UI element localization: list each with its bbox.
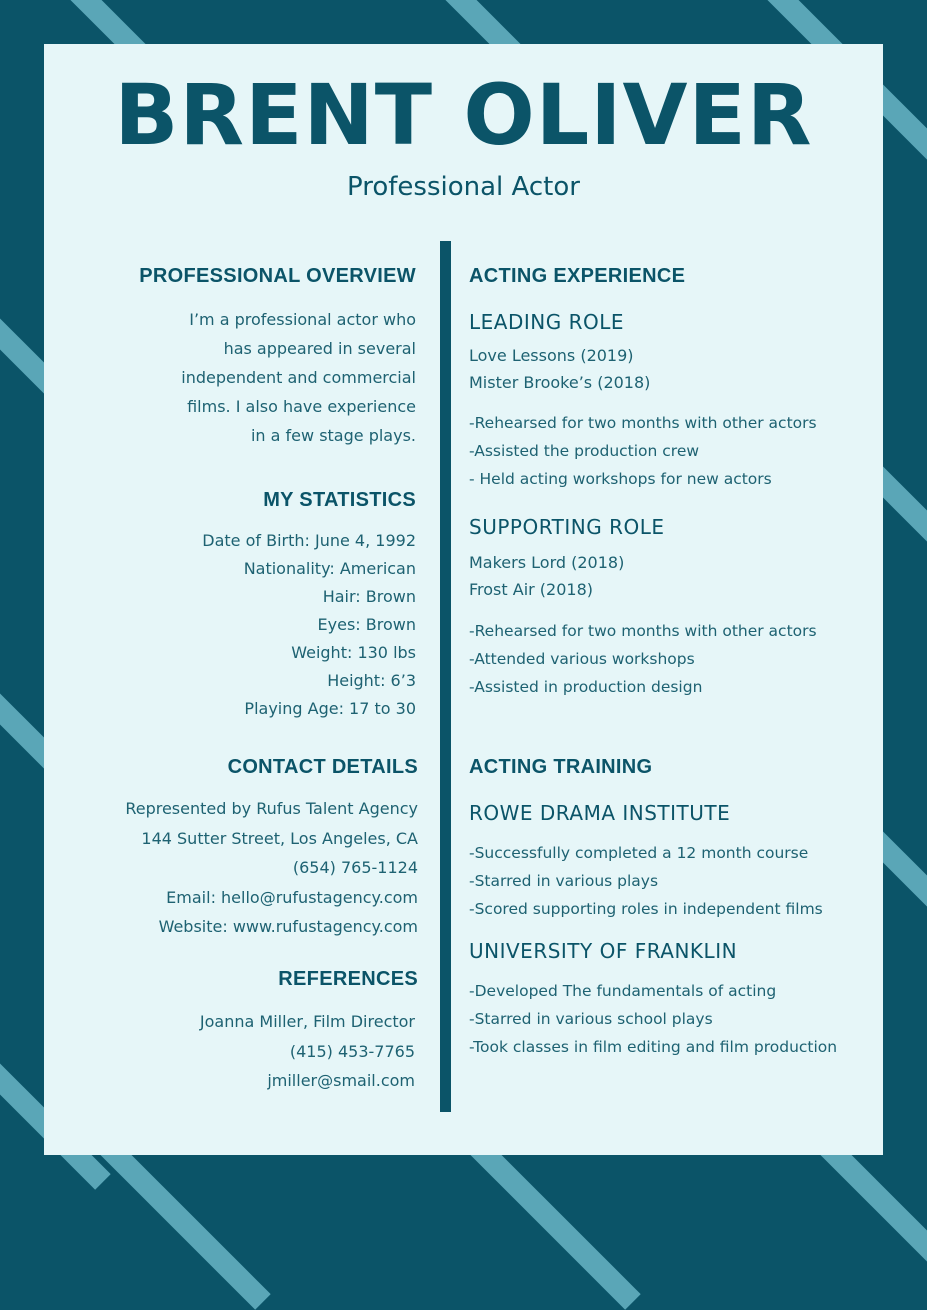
overview-line: has appeared in several bbox=[223, 339, 416, 358]
overview-line: in a few stage plays. bbox=[250, 426, 416, 445]
overview-line: I’m a professional actor who bbox=[189, 310, 416, 329]
rowe-title: ROWE DRAMA INSTITUTE bbox=[469, 801, 731, 825]
leading-film: Mister Brooke’s (2018) bbox=[469, 373, 651, 392]
leading-bullet: - Held acting workshops for new actors bbox=[469, 470, 772, 488]
column-divider bbox=[440, 241, 451, 1112]
references-section bbox=[78, 968, 418, 1096]
experience-section bbox=[469, 265, 874, 701]
statistics-item: Playing Age: 17 to 30 bbox=[244, 699, 416, 718]
statistics-section bbox=[84, 489, 416, 723]
supporting-bullet: -Attended various workshops bbox=[469, 650, 695, 668]
contact-website[interactable]: Website: www.rufustagency.com bbox=[158, 917, 418, 936]
experience-heading: ACTING EXPERIENCE bbox=[469, 265, 686, 287]
statistics-item: Weight: 130 lbs bbox=[291, 643, 416, 662]
resume-name: BRENT OLIVER bbox=[114, 66, 813, 164]
supporting-role-title: SUPPORTING ROLE bbox=[469, 515, 665, 539]
leading-bullet: -Rehearsed for two months with other actors bbox=[469, 414, 817, 432]
statistics-item: Height: 6’3 bbox=[327, 671, 416, 690]
training-section bbox=[469, 756, 874, 1061]
leading-bullet: -Assisted the production crew bbox=[469, 442, 700, 460]
reference-phone[interactable]: (415) 453-7765 bbox=[289, 1041, 415, 1061]
contact-agency: Represented by Rufus Talent Agency bbox=[125, 799, 418, 818]
rowe-bullet: -Scored supporting roles in independent films bbox=[469, 900, 823, 918]
rowe-bullet: -Starred in various plays bbox=[469, 872, 659, 890]
statistics-item: Nationality: American bbox=[243, 559, 416, 578]
statistics-item: Hair: Brown bbox=[322, 587, 416, 606]
reference-name: Joanna Miller, Film Director bbox=[199, 1012, 415, 1031]
contact-section bbox=[78, 756, 418, 942]
franklin-bullet: -Starred in various school plays bbox=[469, 1010, 713, 1028]
overview-line: independent and commercial bbox=[181, 368, 416, 387]
leading-role-title: LEADING ROLE bbox=[469, 310, 624, 334]
supporting-bullet: -Rehearsed for two months with other actors bbox=[469, 622, 817, 640]
franklin-bullet: -Developed The fundamentals of acting bbox=[469, 982, 777, 1000]
contact-phone[interactable]: (654) 765-1124 bbox=[292, 858, 418, 877]
statistics-heading: MY STATISTICS bbox=[263, 489, 416, 511]
contact-heading: CONTACT DETAILS bbox=[227, 756, 418, 778]
franklin-bullet: -Took classes in film editing and film production bbox=[469, 1038, 838, 1056]
overview-section bbox=[84, 265, 416, 450]
training-heading: ACTING TRAINING bbox=[469, 756, 653, 778]
resume-page bbox=[44, 44, 883, 1155]
franklin-title: UNIVERSITY OF FRANKLIN bbox=[469, 939, 738, 963]
overview-heading: PROFESSIONAL OVERVIEW bbox=[139, 265, 416, 287]
resume-title: Professional Actor bbox=[347, 172, 580, 202]
reference-email[interactable]: jmiller@smail.com bbox=[267, 1071, 415, 1090]
supporting-film: Frost Air (2018) bbox=[469, 580, 594, 599]
supporting-film: Makers Lord (2018) bbox=[469, 553, 625, 572]
contact-email[interactable]: Email: hello@rufustagency.com bbox=[166, 887, 418, 907]
rowe-bullet: -Successfully completed a 12 month course bbox=[469, 844, 809, 862]
leading-film: Love Lessons (2019) bbox=[469, 346, 634, 365]
supporting-bullet: -Assisted in production design bbox=[469, 678, 703, 696]
overview-line: films. I also have experience bbox=[187, 397, 416, 416]
references-heading: REFERENCES bbox=[278, 968, 418, 990]
contact-address: 144 Sutter Street, Los Angeles, CA bbox=[141, 828, 418, 848]
statistics-item: Date of Birth: June 4, 1992 bbox=[202, 531, 416, 550]
statistics-item: Eyes: Brown bbox=[317, 615, 416, 634]
